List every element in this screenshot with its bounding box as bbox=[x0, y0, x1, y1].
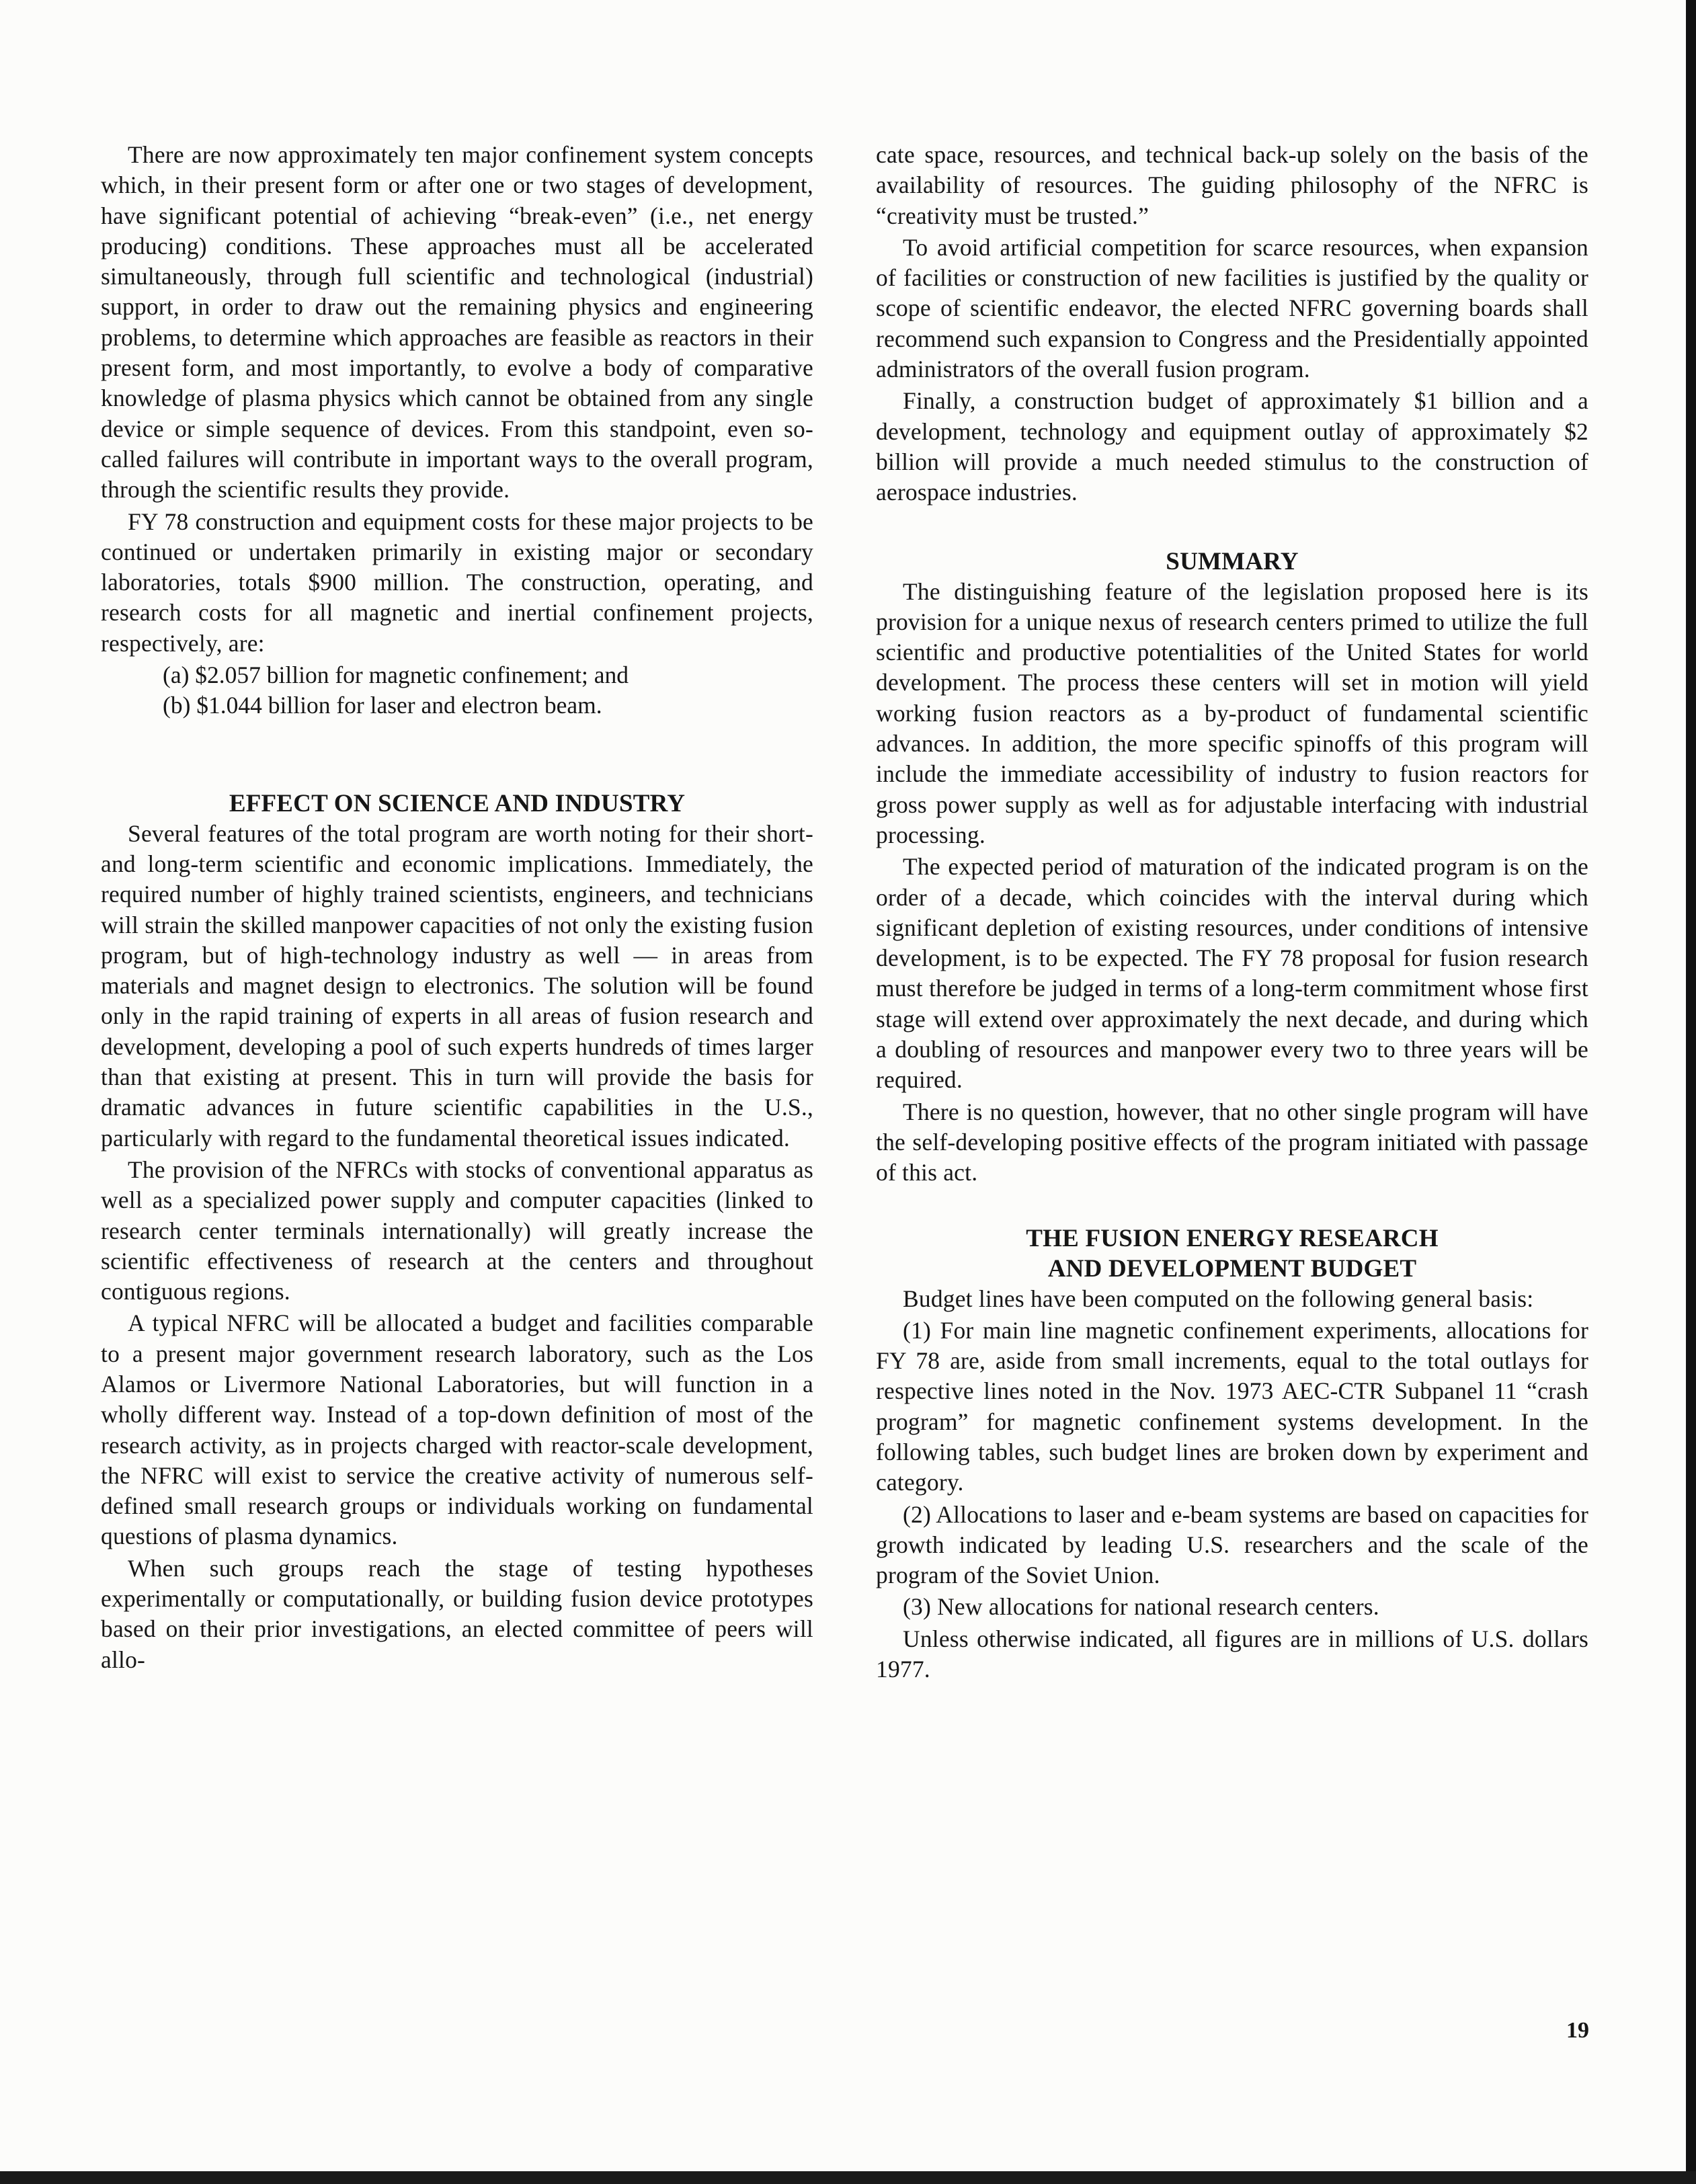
scan-edge-right bbox=[1686, 0, 1696, 2184]
list-item: (a) $2.057 billion for magnetic confinement; and bbox=[163, 661, 629, 689]
body-paragraph: To avoid artificial competition for scarce resources, when expansion of facilities or construction of new facilities is justified by the quality or scope of scientific endeavor, the elected NFRC governing boards shall recommend such expansion to Congress and the Presidentially appointed administrators of the overall fusion program. bbox=[876, 233, 1588, 383]
body-paragraph: FY 78 construction and equipment costs for these major projects to be continued or undertaken primarily in existing major or secondary laboratories, totals $900 million. The construction, operating, and research costs for all magnetic and inertial confinement projects, respectively, are: bbox=[101, 508, 813, 657]
body-paragraph: The provision of the NFRCs with stocks of conventional apparatus as well as a specialized power supply and computer capacities (linked to research center terminals internationally) will greatly increase the scientific effectiveness of research at the centers and throughout contiguous regions. bbox=[101, 1156, 813, 1305]
body-paragraph: (3) New allocations for national research centers. bbox=[903, 1593, 1379, 1621]
body-paragraph: Budget lines have been computed on the following general basis: bbox=[903, 1285, 1534, 1312]
body-paragraph: cate space, resources, and technical back-up solely on the basis of the availability of resources. The guiding philosophy of the NFRC is “creativity must be trusted.” bbox=[876, 141, 1588, 229]
body-paragraph: The expected period of maturation of the indicated program is on the order of a decade, which coincides with the interval during which significant depletion of existing resources, under conditions of intensive development, is to be expected. The FY 78 proposal for fusion research must therefore be judged in terms of a long-term commitment whose first stage will extend over approximately the next decade, and during which a doubling of resources and manpower every two to three years will be required. bbox=[876, 853, 1588, 1094]
body-paragraph: When such groups reach the stage of testing hypotheses experimentally or computationally, or building fusion device prototypes based on their prior investigations, an elected committee of peers will allo- bbox=[101, 1554, 813, 1673]
body-paragraph: The distinguishing feature of the legislation proposed here is its provision for a unique nexus of research centers primed to utilize the full scientific and productive potentialities of the United States for world development. The process these centers will set in motion will yield working fusion reactors as a by-product of fundamental scientific advances. In addition, the more specific spinoffs of this program will include the immediate accessibility of industry to fusion reactors for gross power supply as well as for adjustable interfacing with industrial processing. bbox=[876, 577, 1588, 848]
left-column bbox=[101, 140, 813, 1676]
body-paragraph: (2) Allocations to laser and e-beam systems are based on capacities for growth indicated by leading U.S. researchers and the scale of the program of the Soviet Union. bbox=[876, 1500, 1588, 1589]
body-paragraph: Unless otherwise indicated, all figures are in millions of U.S. dollars 1977. bbox=[876, 1625, 1588, 1683]
section-heading: SUMMARY bbox=[1166, 547, 1299, 575]
body-paragraph: (1) For main line magnetic confinement experiments, allocations for FY 78 are, aside from small increments, equal to the total outlays for respective lines noted in the Nov. 1973 AEC-CTR Subpanel 11 “crash program” for magnetic confinement systems development. In the following tables, such budget lines are broken down by experiment and category. bbox=[876, 1316, 1588, 1496]
body-paragraph: Finally, a construction budget of approximately $1 billion and a development, technology and equipment outlay of approximately $2 billion will provide a much needed stimulus to the construction of aerospace industries. bbox=[876, 387, 1588, 506]
body-paragraph: There are now approximately ten major confinement system concepts which, in their present form or after one or two stages of development, have significant potential of achieving “break-even” (i.e., net energy producing) conditions. These approaches must all be accelerated simultaneously, through full scientific and technological (industrial) support, in order to draw out the remaining physics and engineering problems, to determine which approaches are feasible as reactors in their present form, and most importantly, to evolve a body of comparative knowledge of plasma physics which cannot be obtained from any single device or simple sequence of devices. From this standpoint, even so-called failures will contribute in important ways to the overall program, through the scientific results they provide. bbox=[101, 141, 813, 503]
page-number: 19 bbox=[1566, 2018, 1589, 2043]
body-paragraph: A typical NFRC will be allocated a budget and facilities comparable to a present major government research laboratory, such as the Los Alamos or Livermore National Laboratories, but will function in a wholly different way. Instead of a top-down definition of most of the research activity, as in projects charged with reactor-scale development, the NFRC will exist to service the creative activity of numerous self-defined small research groups or individuals working on fundamental questions of plasma dynamics. bbox=[101, 1309, 813, 1550]
list-item: (b) $1.044 billion for laser and electron beam. bbox=[163, 692, 602, 719]
section-heading: EFFECT ON SCIENCE AND INDUSTRY bbox=[229, 789, 686, 817]
body-paragraph: Several features of the total program are worth noting for their short- and long-term scientific and economic implications. Immediately, the required number of highly trained scientists, engineers, and technicians will strain the skilled manpower capacities of not only the existing fusion program, but of high-technology industry as well — in areas from materials and magnet design to electronics. The solution will be found only in the rapid training of experts in all areas of fusion research and development, developing a pool of such experts hundreds of times larger than that existing at present. This in turn will provide the basis for dramatic advances in future scientific capabilities in the U.S., particularly with regard to the fundamental theoretical issues indicated. bbox=[101, 819, 813, 1151]
section-heading: THE FUSION ENERGY RESEARCH bbox=[1026, 1224, 1439, 1252]
scan-edge-bottom bbox=[0, 2171, 1696, 2184]
body-paragraph: There is no question, however, that no other single program will have the self-developing positive effects of the program initiated with passage of this act. bbox=[876, 1098, 1588, 1186]
section-heading: AND DEVELOPMENT BUDGET bbox=[1047, 1254, 1417, 1283]
right-column bbox=[876, 140, 1588, 1686]
